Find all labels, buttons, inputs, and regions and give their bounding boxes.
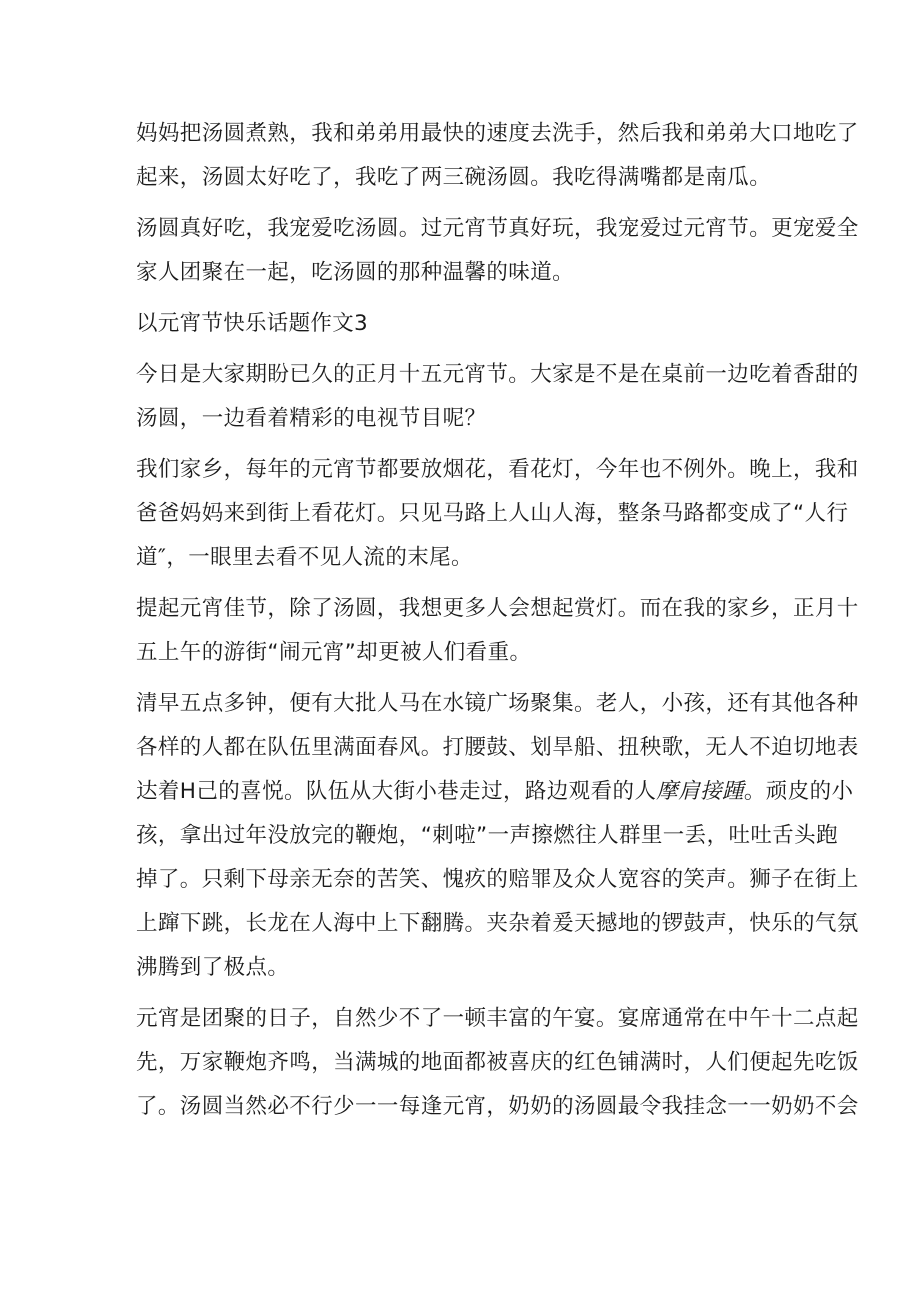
heading-text: 以元宵节快乐话题作文3	[136, 311, 368, 336]
paragraph	[136, 353, 859, 441]
paragraph	[136, 682, 859, 990]
text-line: 孩，拿出过年没放完的鞭炮，“刺啦”一声擦燃往人群里一丢，吐吐舌头跑	[136, 823, 838, 848]
text-line: 汤圆，一边看着精彩的电视节目呢？	[136, 406, 487, 431]
text-line: 清早五点多钟，便有大批人马在水镜广场聚集。老人，小孩，还有其他各种	[136, 691, 859, 716]
text-line: 沸腾到了极点。	[136, 955, 290, 980]
paragraph	[136, 997, 859, 1129]
italic-phrase: 摩肩接踵	[656, 779, 744, 804]
text-line: 掉了。只剩下母亲无奈的苦笑、愧疚的赔罪及众人宽容的笑声。狮子在街上	[136, 867, 859, 892]
text-line: 提起元宵佳节，除了汤圆，我想更多人会想起赏灯。而在我的家乡，正月十	[136, 596, 859, 621]
text-line: 汤圆真好吃，我宠爱吃汤圆。过元宵节真好玩，我宠爱过元宵节。更宠爱全	[136, 216, 859, 241]
text-line: 了。汤圆当然必不行少一一每逢元宵，奶奶的汤圆最令我挂念一一奶奶不会	[136, 1094, 859, 1119]
text-line	[136, 770, 854, 814]
text-line: 起来，汤圆太好吃了，我吃了两三碗汤圆。我吃得满嘴都是南瓜。	[136, 165, 772, 190]
text-segment: 。顽皮的小	[743, 779, 854, 804]
paragraph	[136, 587, 859, 675]
text-line: 我们家乡，每年的元宵节都要放烟花，看花灯，今年也不例外。晚上，我和	[136, 457, 859, 482]
text-line: 上蹿下跳，长龙在人海中上下翻腾。夹杂着爰天撼地的锣鼓声，快乐的气氛	[136, 911, 859, 936]
section-heading	[136, 302, 796, 346]
text-line: 道″，一眼里去看不见人流的末尾。	[136, 545, 473, 570]
text-line: 今日是大家期盼已久的正月十五元宵节。大家是不是在桌前一边吃着香甜的	[136, 362, 859, 387]
paragraph	[136, 112, 859, 200]
text-line: 元宵是团聚的日子，自然少不了一顿丰富的午宴。宴席通常在中午十二点起	[136, 1006, 859, 1031]
text-line: 家人团聚在一起，吃汤圆的那种温馨的味道。	[136, 260, 575, 285]
text-line: 爸爸妈妈来到街上看花灯。只见马路上人山人海，整条马路都变成了“人行	[136, 501, 849, 526]
paragraph	[136, 207, 859, 295]
document-body	[136, 112, 859, 1136]
text-line: 五上午的游街“闹元宵”却更被人们看重。	[136, 640, 532, 665]
text-line: 先，万家鞭炮齐鸣，当满城的地面都被喜庆的红色铺满时，人们便起先吃饭	[136, 1050, 859, 1075]
text-segment: 达着H己的喜悦。队伍从大街小巷走过，路边观看的人	[136, 779, 657, 804]
text-line: 妈妈把汤圆煮熟，我和弟弟用最快的速度去洗手，然后我和弟弟大口地吃了	[136, 121, 859, 146]
text-line: 各样的人都在队伍里满面春风。打腰鼓、划旱船、扭秧歌，无人不迫切地表	[136, 735, 859, 760]
paragraph	[136, 448, 859, 580]
